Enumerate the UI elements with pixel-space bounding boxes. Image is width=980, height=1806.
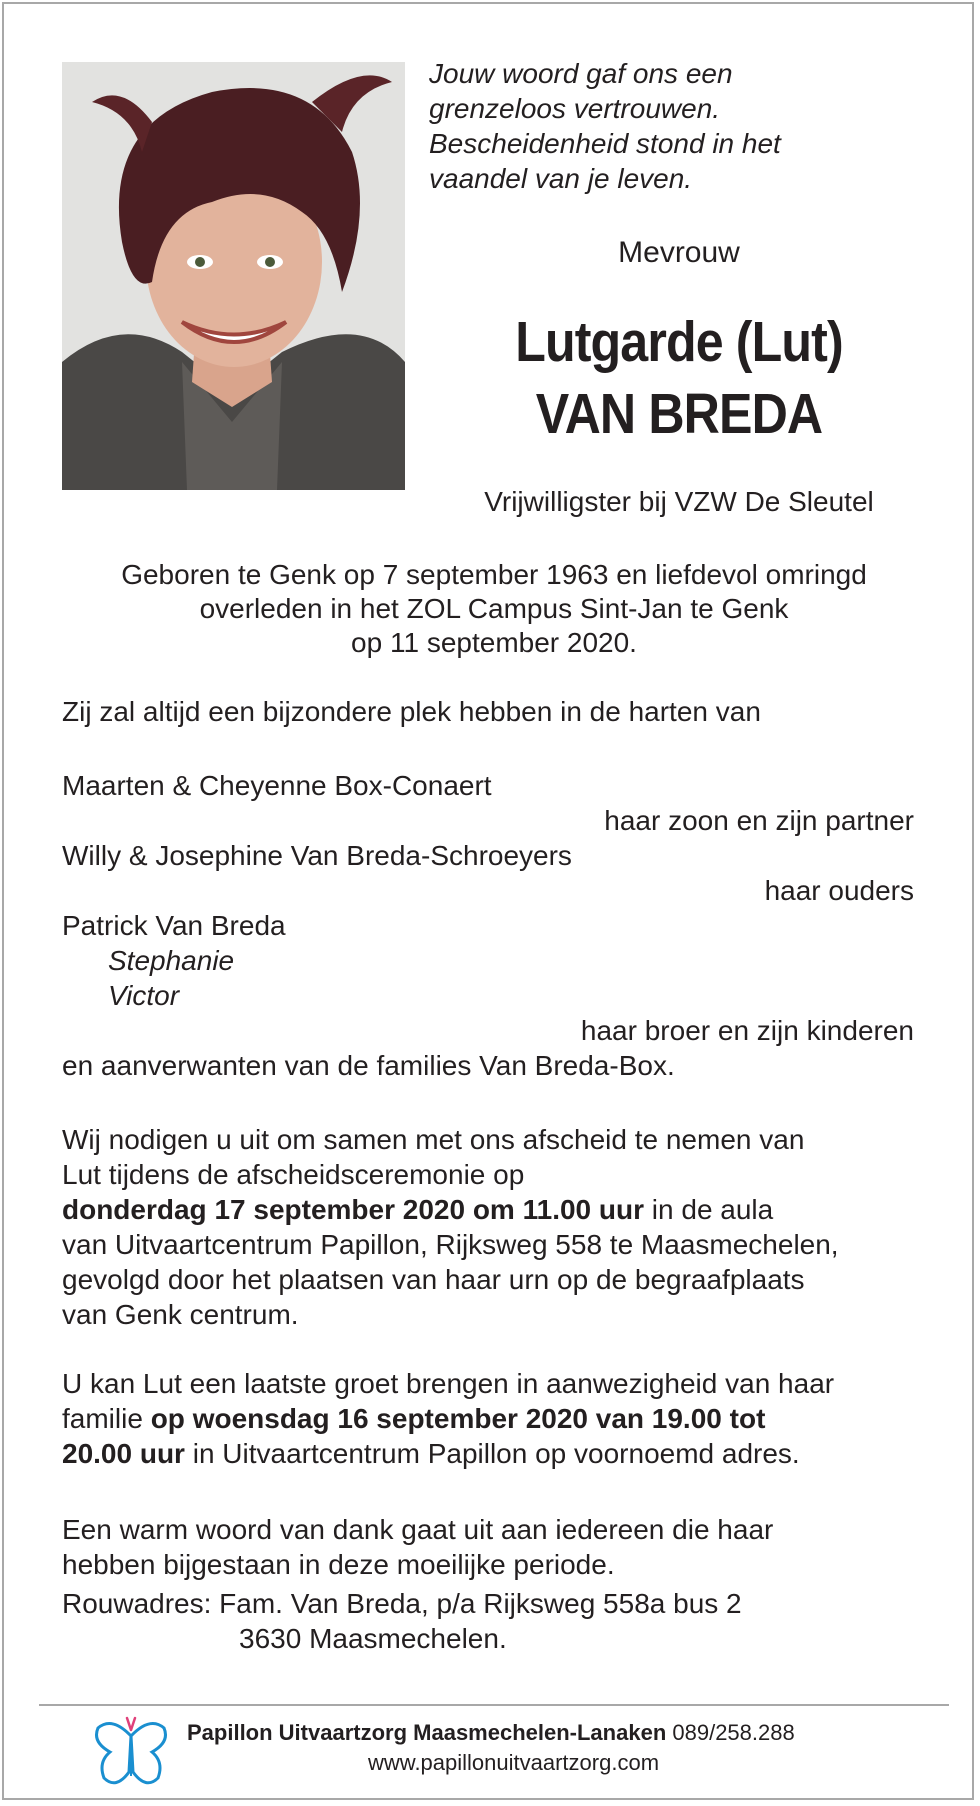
name-line-2: VAN BREDA — [535, 382, 823, 446]
visit-line: U kan Lut een laatste groet brengen in aanwezigheid van haar — [62, 1368, 835, 1399]
thanks-line: Een warm woord van dank gaat uit aan iedereen die haar — [62, 1514, 774, 1545]
role-text: Vrijwilligster bij VZW De Sleutel — [484, 486, 874, 517]
poem — [429, 56, 949, 196]
poem-line: Jouw woord gaf ons een — [429, 58, 733, 89]
ceremony-line: van Genk centrum. — [62, 1299, 299, 1330]
funeral-company-phone: 089/258.288 — [666, 1720, 795, 1745]
visit-line — [62, 1436, 942, 1471]
name-line-1: Lutgarde (Lut) — [515, 310, 843, 374]
birth-line: op 11 september 2020. — [351, 627, 637, 658]
address-line-1: Rouwadres: Fam. Van Breda, p/a Rijksweg 558a bus 2 — [62, 1588, 742, 1619]
portrait-illustration — [62, 62, 405, 490]
intro-text: Zij zal altijd een bijzondere plek hebben in de harten van — [62, 696, 761, 727]
ceremony-paragraph — [62, 1122, 942, 1332]
family-relation: haar zoon en zijn partner — [604, 805, 914, 836]
extended-family-text: en aanverwanten van de families Van Breda-Box. — [62, 1050, 675, 1081]
visit-location: in Uitvaartcentrum Papillon op voornoemd adres. — [184, 1438, 800, 1469]
thanks-paragraph — [62, 1512, 942, 1582]
visit-family-word: familie — [62, 1403, 151, 1434]
family-relation: haar broer en zijn kinderen — [580, 1015, 914, 1046]
birth-death-text — [44, 558, 944, 660]
deceased-name — [446, 306, 912, 450]
ceremony-line — [62, 1192, 942, 1227]
ceremony-location-start: in de aula — [644, 1194, 774, 1225]
mourning-address — [62, 1586, 942, 1656]
visit-end-time: 20.00 uur — [62, 1438, 185, 1469]
poem-line: grenzeloos vertrouwen. — [429, 93, 721, 124]
poem-line: Bescheidenheid stond in het — [429, 128, 781, 159]
address-line-2: 3630 Maasmechelen. — [239, 1623, 507, 1654]
family-child-name: Stephanie — [108, 945, 235, 976]
family-child-name: Victor — [108, 980, 180, 1011]
funeral-company-name: Papillon Uitvaartzorg Maasmechelen-Lanaken — [187, 1720, 667, 1745]
funeral-company-website[interactable]: www.papillonuitvaartzorg.com — [368, 1750, 660, 1775]
family-member-name: Patrick Van Breda — [62, 910, 286, 941]
birth-line: overleden in het ZOL Campus Sint-Jan te Genk — [199, 593, 789, 624]
birth-line: Geboren te Genk op 7 september 1963 en liefdevol omringd — [121, 559, 867, 590]
butterfly-logo-icon — [92, 1716, 170, 1790]
family-relation: haar ouders — [764, 875, 914, 906]
thanks-line: hebben bijgestaan in deze moeilijke periode. — [62, 1549, 615, 1580]
ceremony-line: van Uitvaartcentrum Papillon, Rijksweg 558 te Maasmechelen, — [62, 1229, 839, 1260]
portrait-photo — [62, 62, 405, 490]
honorific-title: Mevrouw — [618, 236, 740, 269]
visitation-paragraph — [62, 1366, 942, 1471]
footer-divider — [39, 1704, 949, 1706]
ceremony-line: gevolgd door het plaatsen van haar urn op de begraafplaats — [62, 1264, 805, 1295]
ceremony-date: donderdag 17 september 2020 om 11.00 uur — [62, 1194, 645, 1225]
family-member-name: Maarten & Cheyenne Box-Conaert — [62, 770, 492, 801]
ceremony-line: Wij nodigen u uit om samen met ons afscheid te nemen van — [62, 1124, 805, 1155]
ceremony-line: Lut tijdens de afscheidsceremonie op — [62, 1159, 525, 1190]
funeral-company-line — [187, 1720, 795, 1746]
visit-date: op woensdag 16 september 2020 van 19.00 tot — [150, 1403, 766, 1434]
poem-line: vaandel van je leven. — [429, 163, 693, 194]
obituary-card — [2, 2, 974, 1800]
visit-line — [62, 1401, 942, 1436]
family-member-name: Willy & Josephine Van Breda-Schroeyers — [62, 840, 572, 871]
